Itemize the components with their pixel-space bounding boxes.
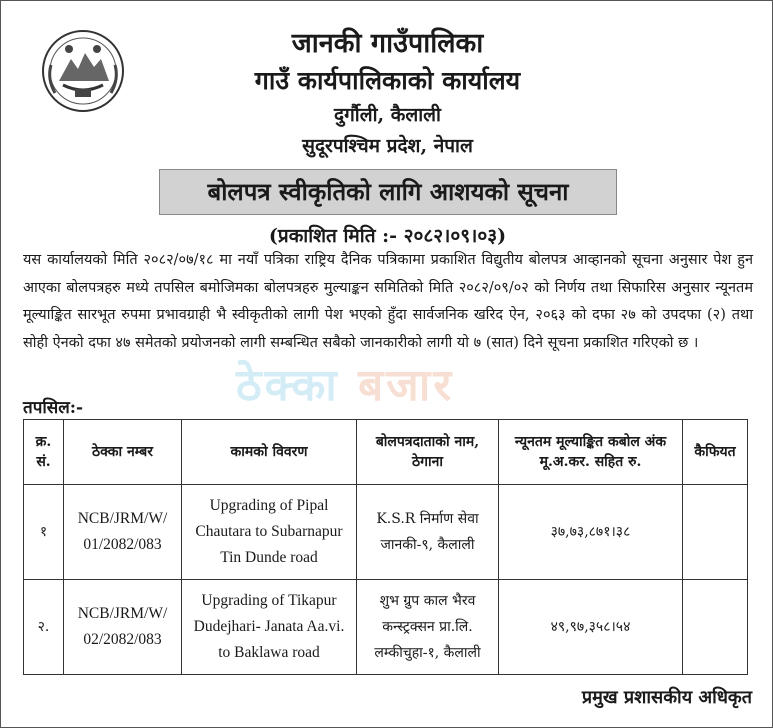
table-header-row — [24, 420, 748, 485]
notice-body: यस कार्यालयको मिति २०८२/०७/१८ मा नयाँ पत्रिका राष्ट्रिय दैनिक पत्रिकामा प्रकाशित विद्युतीय बोलपत्र आव्हानको सूचना अनुसार पेश हुन आएका बोलपत्रहरु मध्ये तपसिल बमोजिमका बोलपत्रहरु मुल्याङ्कन समितिको मिति २०८२/०९/०२ को निर्णय तथा सिफारिस अनुसार न्यूनतम मूल्याङ्कित सारभूत रुपमा प्रभावग्राही भै स्वीकृतीको लागी पेश भएको हुँदा सार्वजनिक खरिद ऐन, २०६३ को दफा २७ को उपदफा (२) तथा सोही ऐनको दफा ४७ समेतको प्रयोजनको लागी सम्बन्धित सबैको जानकारीको लागी यो ७ (सात) दिने सूचना प्रकाशित गरिएको छ । — [23, 252, 753, 351]
watermark — [236, 353, 454, 413]
table-row — [24, 580, 748, 675]
cell-bidder: K.S.R निर्माण सेवा जानकी-९, कैलाली — [357, 485, 499, 580]
cell-sn: २. — [24, 580, 64, 675]
office-name: गाउँ कार्यपालिकाको कार्यालय — [254, 66, 521, 95]
col-header-remarks: कैफियत — [683, 420, 748, 485]
col-header-amount: न्यूनतम मूल्याङ्कित कबोल अंक मू.अ.कर. सहित रु. — [499, 420, 683, 485]
cell-remarks — [683, 580, 748, 675]
published-date: (प्रकाशित मिति :- २०८२।०९।०३) — [268, 225, 507, 247]
cell-amount: ४९,९७,३५८।५४ — [499, 580, 683, 675]
cell-amount: ३७,७३,८७१।३८ — [499, 485, 683, 580]
bid-table — [23, 419, 748, 675]
cell-description: Upgrading of Pipal Chautara to Subarnapur Tin Dunde road — [182, 485, 357, 580]
col-header-contract-no: ठेक्का नम्बर — [64, 420, 182, 485]
watermark-part2: बजार — [358, 360, 455, 411]
province-country: सुदूरपश्चिम प्रदेश, नेपाल — [302, 135, 473, 157]
cell-contract-no: NCB/JRM/W/ 01/2082/083 — [64, 485, 182, 580]
watermark-part1: ठेक्का — [236, 360, 340, 411]
cell-remarks — [683, 485, 748, 580]
cell-bidder: शुभ ग्रुप काल भैरव कन्स्ट्रक्सन प्रा.लि. लम्कीचुहा-१, कैलाली — [357, 580, 499, 675]
details-label: तपसिल:- — [23, 398, 84, 418]
cell-sn: १ — [24, 485, 64, 580]
col-header-sn: क्र. सं. — [24, 420, 64, 485]
cell-contract-no: NCB/JRM/W/ 02/2082/083 — [64, 580, 182, 675]
col-header-bidder: बोलपत्रदाताको नाम, ठेगाना — [357, 420, 499, 485]
office-location: दुर्गौली, कैलाली — [334, 104, 441, 126]
col-header-description: कामको विवरण — [182, 420, 357, 485]
signatory-title: प्रमुख प्रशासकीय अधिकृत — [581, 687, 752, 708]
notice-title: बोलपत्र स्वीकृतिको लागि आशयको सूचना — [159, 169, 617, 215]
municipality-name: जानकी गाउँपालिका — [291, 28, 484, 59]
cell-description: Upgrading of Tikapur Dudejhari- Janata Aa.vi. to Baklawa road — [182, 580, 357, 675]
table-row — [24, 485, 748, 580]
